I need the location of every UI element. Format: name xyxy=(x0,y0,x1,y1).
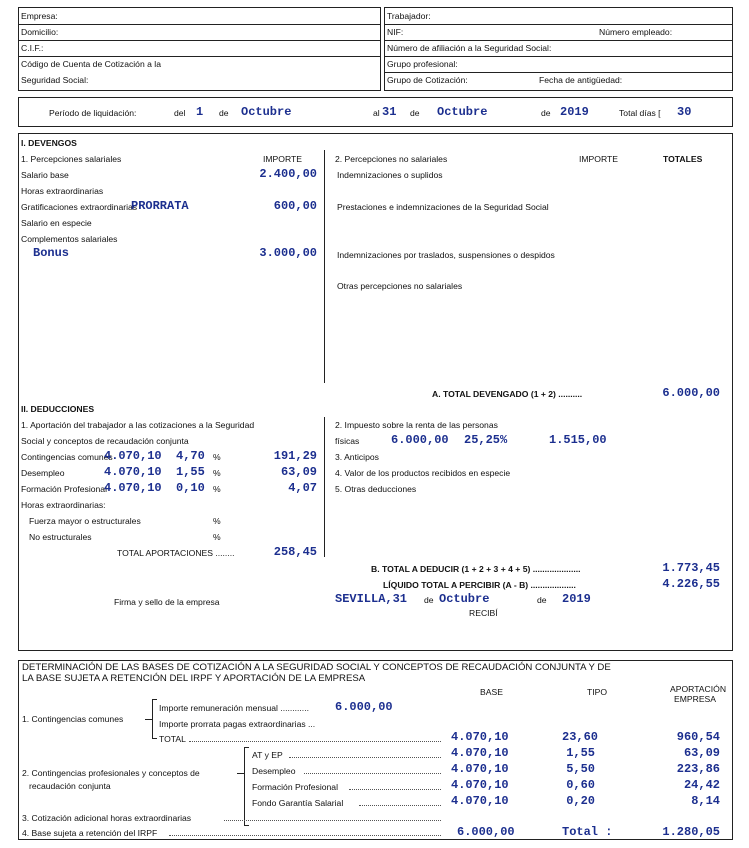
anticipos-label: 3. Anticipos xyxy=(335,452,379,462)
bonus-label: Bonus xyxy=(33,246,70,260)
liquido-value: 4.226,55 xyxy=(662,577,720,591)
sign-month: Octubre xyxy=(439,592,490,606)
recibi-label: RECIBÍ xyxy=(469,608,498,618)
horas-extra-label: Horas extraordinarias xyxy=(21,186,104,196)
bases-row-aportacion: 223,86 xyxy=(676,762,720,776)
bases-row-tipo: 1,55 xyxy=(566,746,595,760)
col-aportacion-header-1: APORTACIÓN xyxy=(670,684,727,694)
salario-base-label: Salario base xyxy=(21,170,69,180)
ded-row-amount: 191,29 xyxy=(273,449,317,463)
bases-row-tipo: 23,60 xyxy=(562,730,599,744)
worker-affiliation-label: Número de afiliación a la Seguridad Social: xyxy=(387,43,552,53)
bases-row-aportacion: 63,09 xyxy=(683,746,720,760)
irpf-base: 6.000,00 xyxy=(391,433,449,447)
aportacion-line-2: Social y conceptos de recaudación conjunta xyxy=(21,436,189,446)
otras-percepciones-label: Otras percepciones no salariales xyxy=(337,281,463,291)
pct-sign: % xyxy=(213,484,221,494)
bases-row-label: Desempleo xyxy=(252,766,296,776)
bases-row-aportacion: 960,54 xyxy=(676,730,720,744)
period-end-day: 31 xyxy=(382,105,397,119)
irpf-line-2: físicas xyxy=(335,436,360,446)
bases-row-tipo: 5,50 xyxy=(566,762,595,776)
irpf-amount: 1.515,00 xyxy=(549,433,607,447)
col-base-header: BASE xyxy=(480,687,503,697)
bases-box xyxy=(18,660,733,840)
period-de2: de xyxy=(410,108,420,118)
sign-de-a: de xyxy=(424,595,434,605)
devengos-title: I. DEVENGOS xyxy=(21,138,77,148)
irpf-pct: 25,25% xyxy=(464,433,508,447)
importe-mensual-label: Importe remuneración mensual ............ xyxy=(159,703,309,713)
bonus-value: 3.000,00 xyxy=(259,246,317,260)
traslados-label: Indemnizaciones por traslados, suspensiones o despidos xyxy=(337,250,555,260)
contingencias-prof-line-1: 2. Contingencias profesionales y conceptos de xyxy=(22,768,200,778)
especie-label: 4. Valor de los productos recibidos en especie xyxy=(335,468,511,478)
company-ss-label: Seguridad Social: xyxy=(21,75,89,85)
contingencias-comunes-label: 1. Contingencias comunes xyxy=(22,714,124,724)
worker-label: Trabajador: xyxy=(387,11,431,21)
pct-sign: % xyxy=(213,532,221,542)
worker-group-label: Grupo profesional: xyxy=(387,59,458,69)
indemnizaciones-label: Indemnizaciones o suplidos xyxy=(337,170,443,180)
company-address-label: Domicilio: xyxy=(21,27,59,37)
company-cif-label: C.I.F.: xyxy=(21,43,44,53)
ded-row-label: Contingencias comunes xyxy=(21,452,113,462)
period-de1: de xyxy=(219,108,229,118)
prestaciones-label: Prestaciones e indemnizaciones de la Seguridad Social xyxy=(337,202,549,212)
no-salarial-title: 2. Percepciones no salariales xyxy=(335,154,448,164)
bases-row-base: 4.070,10 xyxy=(451,762,509,776)
horas-extra-adicional-label: 3. Cotización adicional horas extraordinarias xyxy=(22,813,192,823)
importe-mensual-value: 6.000,00 xyxy=(335,700,393,714)
period-al: al xyxy=(373,108,380,118)
bases-row-tipo: 0,20 xyxy=(566,794,595,808)
salarial-title: 1. Percepciones salariales xyxy=(21,154,122,164)
total-deducir-value: 1.773,45 xyxy=(662,561,720,575)
bases-row-aportacion: 8,14 xyxy=(691,794,720,808)
total-days-label: Total días [ xyxy=(619,108,661,118)
col-tipo-header: TIPO xyxy=(587,687,608,697)
contingencias-prof-line-2: recaudación conjunta xyxy=(29,781,111,791)
ded-row-amount: 4,07 xyxy=(288,481,317,495)
pct-sign: % xyxy=(213,468,221,478)
fuerza-mayor-label: Fuerza mayor o estructurales xyxy=(29,516,141,526)
gratificaciones-concept: PRORRATA xyxy=(131,199,189,213)
sign-de-b: de xyxy=(537,595,547,605)
period-end-month: Octubre xyxy=(437,105,488,119)
firma-label: Firma y sello de la empresa xyxy=(114,597,220,607)
sign-city-date: SEVILLA,31 xyxy=(335,592,408,606)
ded-row-base: 4.070,10 xyxy=(104,449,162,463)
bases-row-base: 4.070,10 xyxy=(451,778,509,792)
total-devengado-label: A. TOTAL DEVENGADO (1 + 2) .......... xyxy=(432,389,583,399)
gratificaciones-label: Gratificaciones extraordinarias xyxy=(21,202,138,212)
bases-row-label: AT y EP xyxy=(252,750,283,760)
otras-deducciones-label: 5. Otras deducciones xyxy=(335,484,417,494)
period-label: Período de liquidación: xyxy=(49,108,137,118)
importe-header: IMPORTE xyxy=(263,154,302,164)
period-start-day: 1 xyxy=(196,105,204,119)
company-box xyxy=(18,7,381,91)
sign-year: 2019 xyxy=(562,592,591,606)
total-devengado-value: 6.000,00 xyxy=(662,386,720,400)
pct-sign: % xyxy=(213,452,221,462)
salario-especie-label: Salario en especie xyxy=(21,218,92,228)
ded-row-label: Desempleo xyxy=(21,468,65,478)
pct-sign: % xyxy=(213,516,221,526)
total-days: 30 xyxy=(677,105,692,119)
irpf-base-value: 6.000,00 xyxy=(457,825,515,839)
ded-horas-extra-label: Horas extraordinarias: xyxy=(21,500,106,510)
total-aportaciones-value: 258,45 xyxy=(273,545,317,559)
total-word: Total : xyxy=(562,825,613,839)
payroll-box xyxy=(18,133,733,651)
complementos-label: Complementos salariales xyxy=(21,234,118,244)
ded-row-pct: 0,10 xyxy=(176,481,205,495)
deducciones-title: II. DEDUCCIONES xyxy=(21,404,95,414)
employee-number-label: Número empleado: xyxy=(599,27,673,37)
period-box xyxy=(18,97,733,127)
bases-row-base: 4.070,10 xyxy=(451,730,509,744)
company-label: Empresa: xyxy=(21,11,58,21)
bases-total-label: TOTAL xyxy=(159,734,186,744)
total-aportacion-value: 1.280,05 xyxy=(662,825,720,839)
period-year: 2019 xyxy=(560,105,589,119)
period-start-month: Octubre xyxy=(241,105,292,119)
ded-row-label: Formación Profesional xyxy=(21,484,107,494)
aportacion-line-1: 1. Aportación del trabajador a las cotizaciones a la Seguridad xyxy=(21,420,255,430)
irpf-line-1: 2. Impuesto sobre la renta de las personas xyxy=(335,420,498,430)
bases-row-aportacion: 24,42 xyxy=(683,778,720,792)
period-del: del xyxy=(174,108,186,118)
gratificaciones-value: 600,00 xyxy=(273,199,317,213)
worker-nif-label: NIF: xyxy=(387,27,404,37)
prorrata-label: Importe prorrata pagas extraordinarias ... xyxy=(159,719,316,729)
company-ccc-label: Código de Cuenta de Cotización a la xyxy=(21,59,161,69)
irpf-base-label: 4. Base sujeta a retención del IRPF xyxy=(22,828,158,838)
worker-contrib-group-label: Grupo de Cotización: xyxy=(387,75,468,85)
ded-row-amount: 63,09 xyxy=(280,465,317,479)
ded-row-pct: 4,70 xyxy=(176,449,205,463)
bases-row-tipo: 0,60 xyxy=(566,778,595,792)
seniority-label: Fecha de antigüedad: xyxy=(539,75,623,85)
total-aportaciones-label: TOTAL APORTACIONES ........ xyxy=(117,548,235,558)
worker-box xyxy=(384,7,733,91)
ded-row-pct: 1,55 xyxy=(176,465,205,479)
no-estructurales-label: No estructurales xyxy=(29,532,92,542)
col-aportacion-header-2: EMPRESA xyxy=(674,694,717,704)
ded-row-base: 4.070,10 xyxy=(104,481,162,495)
bases-heading-line-2: LA BASE SUJETA A RETENCIÓN DEL IRPF Y APORTACIÓN DE LA EMPRESA xyxy=(22,673,366,684)
ded-row-base: 4.070,10 xyxy=(104,465,162,479)
liquido-label: LÍQUIDO TOTAL A PERCIBIR (A - B) ................... xyxy=(383,580,576,590)
period-de3: de xyxy=(541,108,551,118)
bases-row-base: 4.070,10 xyxy=(451,746,509,760)
salario-base-value: 2.400,00 xyxy=(259,167,317,181)
bases-row-label: Formación Profesional xyxy=(252,782,338,792)
bases-row-label: Fondo Garantía Salarial xyxy=(252,798,344,808)
total-deducir-label: B. TOTAL A DEDUCIR (1 + 2 + 3 + 4 + 5) .................... xyxy=(371,564,581,574)
importe-header-2: IMPORTE xyxy=(579,154,618,164)
bases-heading-line-1: DETERMINACIÓN DE LAS BASES DE COTIZACIÓN A LA SEGURIDAD SOCIAL Y CONCEPTOS DE RECAUDACIÓN CONJUNTA Y DE xyxy=(22,662,611,673)
bases-row-base: 4.070,10 xyxy=(451,794,509,808)
totales-header: TOTALES xyxy=(663,154,703,164)
